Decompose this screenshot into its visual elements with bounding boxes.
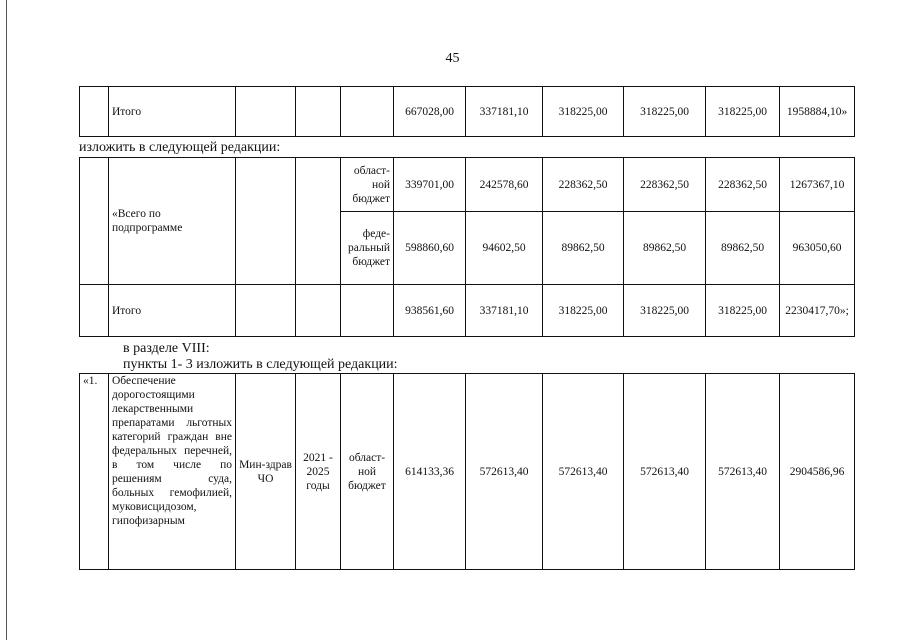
- cell-empty: [80, 87, 109, 137]
- value-cell: 1958884,10»: [780, 87, 855, 137]
- value-cell: 339701,00: [394, 158, 466, 212]
- value-cell: 572613,40: [466, 374, 543, 570]
- value-cell: 318225,00: [706, 285, 780, 337]
- cell-empty: [341, 285, 394, 337]
- row-label: Итого: [109, 87, 236, 137]
- table-row: [80, 158, 855, 212]
- value-cell: 89862,50: [624, 212, 706, 285]
- cell-empty: [236, 285, 296, 337]
- cell-empty: [341, 87, 394, 137]
- value-cell: 318225,00: [624, 87, 706, 137]
- cell-empty: [296, 158, 341, 285]
- value-cell: 318225,00: [706, 87, 780, 137]
- value-cell: 228362,50: [706, 158, 780, 212]
- value-cell: 318225,00: [543, 285, 624, 337]
- value-cell: 2904586,96: [780, 374, 855, 570]
- value-cell: 572613,40: [706, 374, 780, 570]
- value-cell: 572613,40: [543, 374, 624, 570]
- value-cell: 94602,50: [466, 212, 543, 285]
- item-number: «1.: [80, 374, 109, 570]
- value-cell: 337181,10: [466, 285, 543, 337]
- value-cell: 228362,50: [543, 158, 624, 212]
- cell-empty: [236, 158, 296, 285]
- cell-empty: [80, 158, 109, 285]
- value-cell: 2230417,70»;: [780, 285, 855, 337]
- value-cell: 667028,00: [394, 87, 466, 137]
- paragraph-section-heading: в разделе VIII:: [123, 341, 210, 356]
- value-cell: 318225,00: [624, 285, 706, 337]
- table-previous-total: [79, 86, 855, 137]
- funding-source: феде-ральный бюджет: [341, 212, 394, 285]
- cell-empty: [236, 87, 296, 137]
- group-label: «Всего по подпрограмме: [109, 158, 236, 285]
- cell-empty: [296, 285, 341, 337]
- item-executor: Мин-здрав ЧО: [236, 374, 296, 570]
- funding-source: област-ной бюджет: [341, 374, 394, 570]
- paragraph-edit-items: пункты 1- 3 изложить в следующей редакции:: [123, 357, 398, 372]
- value-cell: 598860,60: [394, 212, 466, 285]
- item-description: Обеспечение дорогостоящими лекарственными препаратами льготных категорий граждан вне федеральных перечней, в том числе по решениям суда, больных гемофилией, муковисцидозом, гипофизарным: [109, 374, 236, 570]
- value-cell: 1267367,10: [780, 158, 855, 212]
- funding-source: област-ной бюджет: [341, 158, 394, 212]
- cell-empty: [80, 285, 109, 337]
- page-left-border: [6, 0, 7, 640]
- value-cell: 228362,50: [624, 158, 706, 212]
- table-subprogram-total: [79, 157, 855, 337]
- value-cell: 963050,60: [780, 212, 855, 285]
- table-row: [80, 285, 855, 337]
- value-cell: 614133,36: [394, 374, 466, 570]
- value-cell: 318225,00: [543, 87, 624, 137]
- table-section-viii: [79, 373, 855, 570]
- row-label: Итого: [109, 285, 236, 337]
- value-cell: 89862,50: [543, 212, 624, 285]
- value-cell: 242578,60: [466, 158, 543, 212]
- cell-empty: [296, 87, 341, 137]
- table-row: [80, 87, 855, 137]
- value-cell: 572613,40: [624, 374, 706, 570]
- table-row: [80, 374, 855, 570]
- paragraph-edit-instruction: изложить в следующей редакции:: [79, 140, 281, 155]
- page-number: 45: [445, 51, 460, 66]
- value-cell: 938561,60: [394, 285, 466, 337]
- item-period: 2021 - 2025 годы: [296, 374, 341, 570]
- value-cell: 89862,50: [706, 212, 780, 285]
- value-cell: 337181,10: [466, 87, 543, 137]
